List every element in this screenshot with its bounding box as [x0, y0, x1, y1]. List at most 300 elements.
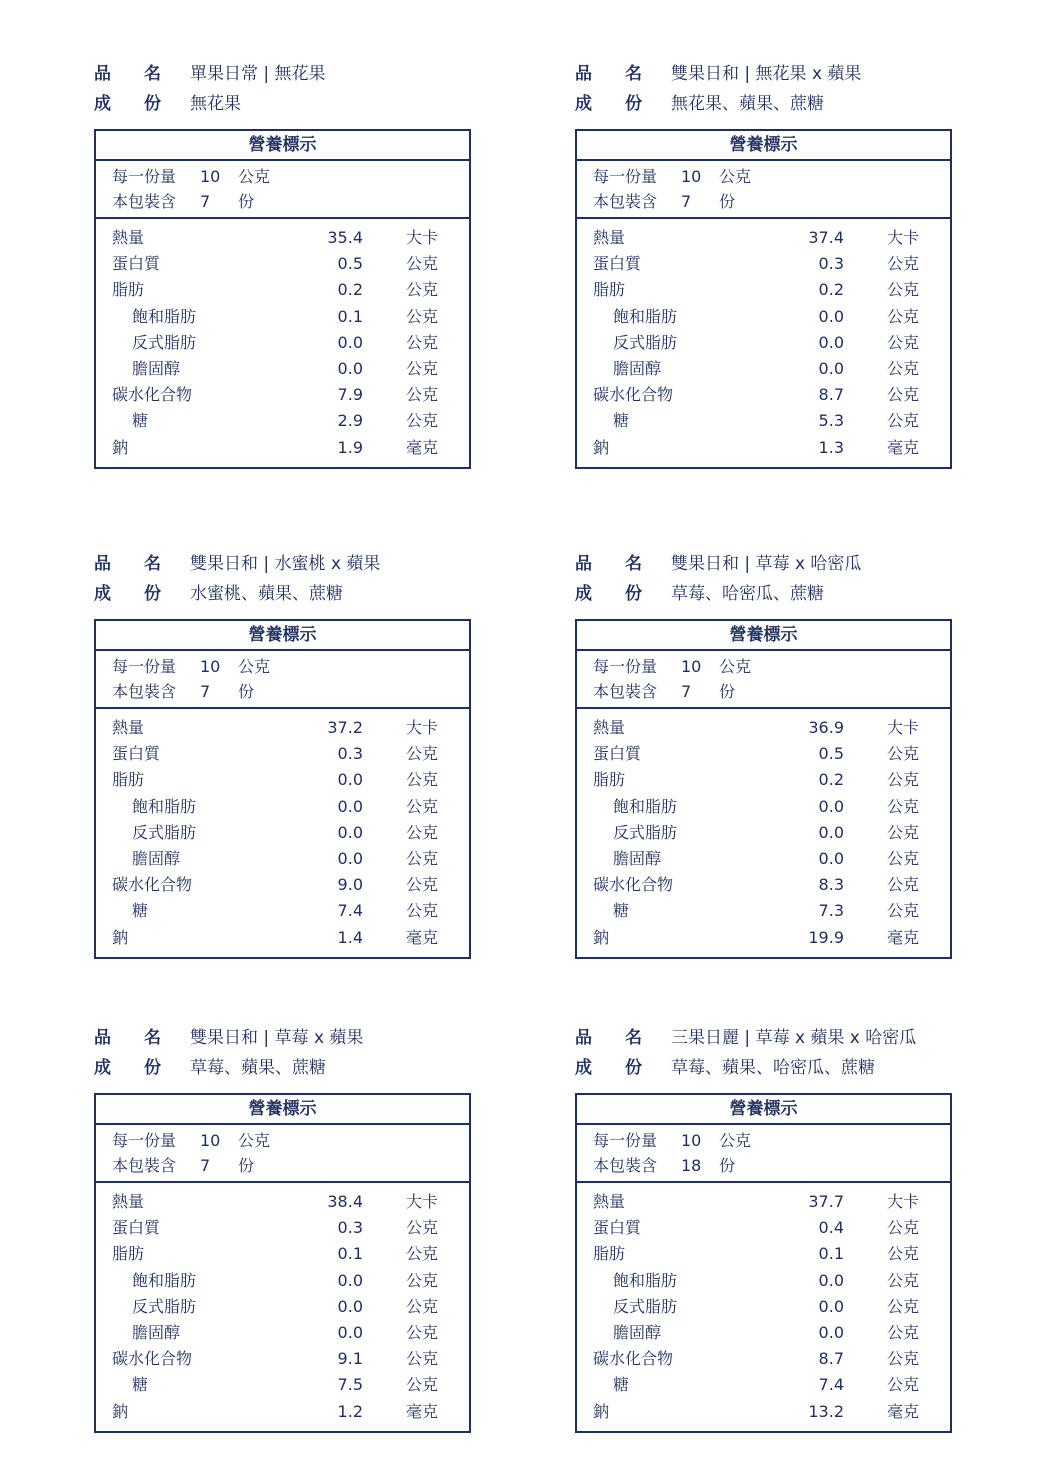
nutrient-value: 8.7 — [818, 1349, 844, 1369]
servings-per-pack-value: 7 — [200, 682, 211, 701]
nutrient-row — [96, 435, 469, 461]
name-key-1: 品 — [575, 64, 592, 84]
nutrient-name: 糖 — [132, 411, 149, 431]
product-meta — [94, 62, 494, 132]
nutrient-row — [96, 1215, 469, 1241]
nutrient-value: 0.0 — [818, 848, 844, 868]
name-key-2: 名 — [144, 554, 161, 574]
serving-size-label: 每一份量 — [593, 657, 658, 676]
servings-per-pack-row — [112, 190, 254, 214]
ingredients-value: 無花果、蘋果、蔗糖 — [671, 94, 824, 114]
nutrient-unit: 公克 — [406, 358, 439, 378]
ingredients-key-2: 份 — [625, 1058, 642, 1078]
name-key-1: 品 — [94, 554, 111, 574]
nutrient-unit: 公克 — [887, 1322, 920, 1342]
name-key-2: 名 — [144, 1028, 161, 1048]
nutrient-unit: 公克 — [887, 848, 920, 868]
nutrient-row — [577, 820, 950, 846]
nutrient-value: 0.1 — [337, 306, 363, 326]
nutrient-unit: 公克 — [406, 1270, 439, 1290]
nutrient-value: 38.4 — [327, 1192, 363, 1211]
nutrient-name: 反式脂肪 — [132, 332, 197, 352]
serving-size-unit: 公克 — [238, 657, 271, 676]
serving-size-value: 10 — [200, 1131, 221, 1150]
nutrient-unit: 公克 — [887, 1218, 920, 1238]
nutrient-name: 碳水化合物 — [112, 1349, 193, 1369]
nutrient-row — [96, 304, 469, 330]
nutrient-row — [577, 225, 950, 251]
nutrient-name: 熱量 — [112, 718, 145, 737]
servings-per-pack-value: 7 — [200, 1156, 211, 1175]
nutrient-row — [96, 1189, 469, 1215]
nutrient-row — [96, 898, 469, 924]
ingredients-key-1: 成 — [575, 1058, 592, 1078]
nutrient-value: 7.9 — [337, 385, 363, 405]
servings-per-pack-label: 本包裝含 — [112, 682, 177, 701]
nutrient-row — [577, 277, 950, 303]
nutrient-row — [577, 330, 950, 356]
nutrient-name: 碳水化合物 — [593, 875, 674, 895]
serving-info — [577, 161, 950, 219]
ingredients-key-2: 份 — [625, 94, 642, 114]
nutrient-unit: 公克 — [887, 796, 920, 816]
nutrient-value: 0.1 — [818, 1244, 844, 1264]
nutrient-name: 熱量 — [112, 1192, 145, 1211]
nutrient-row — [577, 872, 950, 898]
nutrient-name: 飽和脂肪 — [613, 796, 678, 816]
nutrient-value: 2.9 — [337, 411, 363, 431]
nutrient-unit: 公克 — [406, 796, 439, 816]
nutrient-value: 37.4 — [808, 228, 844, 247]
serving-size-value: 10 — [681, 657, 702, 676]
nutrient-row — [577, 925, 950, 951]
nutrient-name: 糖 — [613, 901, 630, 921]
nutrition-facts-box — [575, 619, 952, 959]
product-meta — [575, 552, 975, 622]
nutrient-value: 19.9 — [808, 927, 844, 947]
nutrient-name: 脂肪 — [112, 770, 145, 790]
servings-per-pack-row — [112, 1154, 254, 1178]
nutrient-row — [577, 408, 950, 434]
servings-per-pack-unit: 份 — [719, 1156, 736, 1175]
nutrient-unit: 公克 — [406, 1218, 439, 1238]
nutrient-unit: 公克 — [406, 901, 439, 921]
nutrient-unit: 毫克 — [887, 437, 920, 457]
ingredients-key-1: 成 — [94, 94, 111, 114]
nutrient-row — [96, 277, 469, 303]
nutrient-name: 膽固醇 — [132, 358, 181, 378]
nutrient-value: 8.7 — [818, 385, 844, 405]
nutrient-name: 反式脂肪 — [132, 1296, 197, 1316]
ingredients-key-2: 份 — [144, 584, 161, 604]
nutrition-facts-box — [94, 619, 471, 959]
product-meta — [94, 1026, 494, 1096]
nutrient-name: 蛋白質 — [593, 744, 642, 764]
nutrient-row — [96, 820, 469, 846]
nutrient-unit: 毫克 — [406, 437, 439, 457]
nutrient-value: 0.0 — [337, 1322, 363, 1342]
nutrient-value: 7.3 — [818, 901, 844, 921]
nutrient-value: 0.0 — [337, 796, 363, 816]
nutrient-value: 0.1 — [337, 1244, 363, 1264]
name-key-2: 名 — [625, 1028, 642, 1048]
nutrient-row — [577, 1241, 950, 1267]
product-name: 雙果日和 | 草莓 x 蘋果 — [190, 1028, 364, 1048]
nutrient-row — [577, 846, 950, 872]
nutrient-name: 膽固醇 — [613, 358, 662, 378]
nutrition-facts-box — [94, 129, 471, 469]
nutrient-row — [96, 794, 469, 820]
nutrient-name: 鈉 — [112, 437, 129, 457]
nutrient-row — [96, 356, 469, 382]
product-name: 三果日麗 | 草莓 x 蘋果 x 哈密瓜 — [671, 1028, 917, 1048]
serving-size-label: 每一份量 — [112, 167, 177, 186]
name-key-1: 品 — [94, 64, 111, 84]
nutrient-unit: 公克 — [406, 332, 439, 352]
nutrient-table — [96, 709, 469, 957]
servings-per-pack-row — [593, 680, 735, 704]
ingredients-value: 無花果 — [190, 94, 241, 114]
serving-size-unit: 公克 — [719, 1131, 752, 1150]
nutrient-value: 0.0 — [337, 358, 363, 378]
nutrient-row — [96, 741, 469, 767]
nutrition-facts-box — [94, 1093, 471, 1433]
nutrient-name: 蛋白質 — [112, 1218, 161, 1238]
nutrition-facts-box — [575, 129, 952, 469]
nutrient-row — [577, 1294, 950, 1320]
nutrient-unit: 公克 — [406, 770, 439, 790]
nutrient-unit: 公克 — [406, 306, 439, 326]
nutrient-value: 0.0 — [337, 332, 363, 352]
nutrient-row — [577, 1346, 950, 1372]
nutrient-value: 0.3 — [337, 1218, 363, 1238]
nutrient-name: 碳水化合物 — [112, 385, 193, 405]
nutrient-unit: 公克 — [406, 848, 439, 868]
nutrient-unit: 毫克 — [406, 927, 439, 947]
nutrient-unit: 大卡 — [406, 1192, 439, 1211]
nutrition-facts-title: 營養標示 — [577, 131, 950, 161]
product-meta — [575, 1026, 975, 1096]
serving-size-unit: 公克 — [719, 657, 752, 676]
serving-size-value: 10 — [200, 657, 221, 676]
serving-size-row — [112, 655, 270, 679]
nutrient-row — [96, 1320, 469, 1346]
nutrient-value: 36.9 — [808, 718, 844, 737]
ingredients-key-1: 成 — [575, 94, 592, 114]
nutrient-name: 熱量 — [593, 718, 626, 737]
nutrient-table — [577, 709, 950, 957]
nutrient-name: 飽和脂肪 — [132, 306, 197, 326]
nutrient-name: 飽和脂肪 — [613, 1270, 678, 1290]
nutrient-unit: 公克 — [406, 1296, 439, 1316]
nutrient-value: 0.0 — [337, 822, 363, 842]
nutrition-facts-title: 營養標示 — [96, 1095, 469, 1125]
nutrient-value: 0.0 — [818, 796, 844, 816]
nutrient-value: 0.2 — [818, 770, 844, 790]
name-key-1: 品 — [94, 1028, 111, 1048]
nutrient-unit: 公克 — [887, 875, 920, 895]
nutrient-name: 熱量 — [593, 1192, 626, 1211]
nutrient-row — [96, 925, 469, 951]
nutrient-row — [96, 846, 469, 872]
nutrient-unit: 公克 — [887, 358, 920, 378]
nutrient-unit: 公克 — [887, 306, 920, 326]
nutrient-name: 膽固醇 — [613, 848, 662, 868]
nutrient-unit: 毫克 — [406, 1401, 439, 1421]
nutrient-unit: 大卡 — [406, 718, 439, 737]
nutrient-row — [577, 304, 950, 330]
nutrient-row — [577, 1215, 950, 1241]
product-meta — [575, 62, 975, 132]
nutrient-name: 蛋白質 — [593, 254, 642, 274]
nutrient-value: 0.0 — [337, 770, 363, 790]
ingredients-value: 水蜜桃、蘋果、蔗糖 — [190, 584, 343, 604]
nutrient-row — [577, 1268, 950, 1294]
nutrient-value: 0.0 — [818, 358, 844, 378]
nutrient-row — [577, 741, 950, 767]
nutrient-row — [96, 1399, 469, 1425]
nutrient-name: 熱量 — [593, 228, 626, 247]
nutrient-unit: 公克 — [406, 875, 439, 895]
name-key-2: 名 — [144, 64, 161, 84]
serving-size-row — [112, 1129, 270, 1153]
nutrient-name: 鈉 — [112, 927, 129, 947]
servings-per-pack-label: 本包裝含 — [112, 1156, 177, 1175]
nutrient-value: 1.3 — [818, 437, 844, 457]
nutrient-unit: 大卡 — [887, 718, 920, 737]
nutrient-value: 0.0 — [337, 848, 363, 868]
nutrient-value: 0.5 — [337, 254, 363, 274]
nutrient-unit: 公克 — [406, 385, 439, 405]
nutrient-value: 7.4 — [337, 901, 363, 921]
product-meta — [94, 552, 494, 622]
serving-size-label: 每一份量 — [593, 167, 658, 186]
serving-size-row — [593, 1129, 751, 1153]
nutrient-row — [96, 715, 469, 741]
nutrient-unit: 公克 — [887, 822, 920, 842]
nutrient-name: 膽固醇 — [613, 1322, 662, 1342]
nutrient-value: 0.0 — [337, 1270, 363, 1290]
ingredients-key-1: 成 — [575, 584, 592, 604]
product-name: 雙果日和 | 草莓 x 哈密瓜 — [671, 554, 862, 574]
name-key-1: 品 — [575, 554, 592, 574]
serving-size-value: 10 — [200, 167, 221, 186]
nutrient-value: 37.7 — [808, 1192, 844, 1211]
nutrient-unit: 公克 — [887, 901, 920, 921]
nutrient-unit: 公克 — [406, 411, 439, 431]
nutrient-value: 1.2 — [337, 1401, 363, 1421]
serving-size-unit: 公克 — [238, 167, 271, 186]
ingredients-key-2: 份 — [144, 1058, 161, 1078]
serving-info — [577, 1125, 950, 1183]
product-name: 單果日常 | 無花果 — [190, 64, 326, 84]
nutrient-value: 0.3 — [337, 744, 363, 764]
nutrient-name: 碳水化合物 — [593, 385, 674, 405]
nutrient-value: 7.4 — [818, 1375, 844, 1395]
nutrient-unit: 公克 — [406, 1349, 439, 1369]
nutrient-value: 1.9 — [337, 437, 363, 457]
nutrient-unit: 公克 — [406, 1375, 439, 1395]
nutrient-row — [577, 382, 950, 408]
name-key-1: 品 — [575, 1028, 592, 1048]
nutrient-value: 13.2 — [808, 1401, 844, 1421]
nutrient-name: 碳水化合物 — [112, 875, 193, 895]
nutrient-name: 鈉 — [593, 437, 610, 457]
nutrient-unit: 公克 — [887, 1296, 920, 1316]
nutrient-name: 膽固醇 — [132, 848, 181, 868]
servings-per-pack-label: 本包裝含 — [593, 192, 658, 211]
servings-per-pack-row — [112, 680, 254, 704]
nutrient-unit: 公克 — [887, 770, 920, 790]
nutrient-value: 0.0 — [337, 1296, 363, 1316]
nutrition-facts-title: 營養標示 — [577, 1095, 950, 1125]
nutrient-unit: 公克 — [406, 280, 439, 300]
nutrient-name: 反式脂肪 — [613, 332, 678, 352]
nutrient-table — [577, 219, 950, 467]
servings-per-pack-unit: 份 — [719, 682, 736, 701]
nutrient-unit: 公克 — [887, 1349, 920, 1369]
nutrient-row — [96, 408, 469, 434]
nutrient-row — [577, 356, 950, 382]
nutrient-name: 鈉 — [593, 1401, 610, 1421]
nutrient-value: 0.0 — [818, 1322, 844, 1342]
nutrient-name: 飽和脂肪 — [132, 796, 197, 816]
nutrient-name: 蛋白質 — [112, 254, 161, 274]
nutrient-row — [96, 1372, 469, 1398]
nutrient-value: 0.4 — [818, 1218, 844, 1238]
servings-per-pack-unit: 份 — [238, 682, 255, 701]
nutrient-name: 脂肪 — [112, 280, 145, 300]
ingredients-key-1: 成 — [94, 1058, 111, 1078]
serving-size-row — [593, 165, 751, 189]
nutrient-value: 0.0 — [818, 1270, 844, 1290]
nutrient-name: 鈉 — [112, 1401, 129, 1421]
nutrient-name: 脂肪 — [112, 1244, 145, 1264]
nutrient-unit: 毫克 — [887, 1401, 920, 1421]
nutrient-name: 熱量 — [112, 228, 145, 247]
serving-size-unit: 公克 — [719, 167, 752, 186]
nutrient-name: 脂肪 — [593, 1244, 626, 1264]
nutrient-name: 糖 — [132, 901, 149, 921]
nutrient-name: 反式脂肪 — [613, 822, 678, 842]
servings-per-pack-value: 7 — [681, 192, 692, 211]
ingredients-value: 草莓、蘋果、哈密瓜、蔗糖 — [671, 1058, 875, 1078]
nutrient-row — [577, 794, 950, 820]
nutrient-row — [577, 1372, 950, 1398]
nutrient-unit: 公克 — [406, 1244, 439, 1264]
nutrient-row — [577, 435, 950, 461]
serving-size-row — [112, 165, 270, 189]
nutrient-unit: 公克 — [406, 254, 439, 274]
nutrient-value: 1.4 — [337, 927, 363, 947]
nutrient-row — [577, 251, 950, 277]
product-name: 雙果日和 | 水蜜桃 x 蘋果 — [190, 554, 381, 574]
nutrient-row — [96, 330, 469, 356]
nutrient-unit: 公克 — [887, 411, 920, 431]
serving-size-label: 每一份量 — [112, 657, 177, 676]
nutrient-name: 脂肪 — [593, 770, 626, 790]
ingredients-value: 草莓、哈密瓜、蔗糖 — [671, 584, 824, 604]
serving-size-value: 10 — [681, 1131, 702, 1150]
nutrient-name: 反式脂肪 — [613, 1296, 678, 1316]
serving-size-unit: 公克 — [238, 1131, 271, 1150]
nutrient-unit: 公克 — [887, 1244, 920, 1264]
servings-per-pack-value: 7 — [681, 682, 692, 701]
nutrition-facts-title: 營養標示 — [96, 131, 469, 161]
nutrient-name: 反式脂肪 — [132, 822, 197, 842]
serving-size-row — [593, 655, 751, 679]
nutrient-value: 0.5 — [818, 744, 844, 764]
nutrient-row — [577, 715, 950, 741]
nutrient-value: 8.3 — [818, 875, 844, 895]
nutrient-value: 0.0 — [818, 822, 844, 842]
nutrient-unit: 公克 — [406, 744, 439, 764]
nutrient-row — [96, 1294, 469, 1320]
nutrient-table — [96, 1183, 469, 1431]
ingredients-key-1: 成 — [94, 584, 111, 604]
nutrient-value: 0.0 — [818, 1296, 844, 1316]
nutrient-row — [577, 1189, 950, 1215]
nutrient-value: 7.5 — [337, 1375, 363, 1395]
nutrient-unit: 大卡 — [887, 1192, 920, 1211]
servings-per-pack-unit: 份 — [238, 1156, 255, 1175]
nutrient-value: 0.2 — [818, 280, 844, 300]
nutrient-value: 0.3 — [818, 254, 844, 274]
serving-size-value: 10 — [681, 167, 702, 186]
nutrient-row — [96, 382, 469, 408]
nutrient-name: 膽固醇 — [132, 1322, 181, 1342]
serving-info — [96, 1125, 469, 1183]
nutrient-name: 糖 — [613, 1375, 630, 1395]
nutrient-unit: 毫克 — [887, 927, 920, 947]
nutrient-unit: 公克 — [406, 1322, 439, 1342]
nutrient-value: 0.0 — [818, 332, 844, 352]
serving-size-label: 每一份量 — [112, 1131, 177, 1150]
nutrient-unit: 大卡 — [887, 228, 920, 247]
nutrient-name: 飽和脂肪 — [613, 306, 678, 326]
nutrient-unit: 公克 — [887, 280, 920, 300]
nutrient-value: 0.2 — [337, 280, 363, 300]
nutrient-row — [577, 1399, 950, 1425]
nutrient-row — [96, 251, 469, 277]
nutrient-value: 9.1 — [337, 1349, 363, 1369]
nutrient-row — [96, 225, 469, 251]
nutrition-facts-title: 營養標示 — [577, 621, 950, 651]
ingredients-key-2: 份 — [144, 94, 161, 114]
nutrient-row — [96, 1268, 469, 1294]
servings-per-pack-value: 18 — [681, 1156, 702, 1175]
servings-per-pack-value: 7 — [200, 192, 211, 211]
nutrient-row — [96, 1241, 469, 1267]
nutrient-value: 35.4 — [327, 228, 363, 247]
nutrient-row — [577, 1320, 950, 1346]
servings-per-pack-label: 本包裝含 — [593, 1156, 658, 1175]
nutrient-unit: 公克 — [887, 332, 920, 352]
nutrient-row — [577, 767, 950, 793]
nutrient-value: 0.0 — [818, 306, 844, 326]
servings-per-pack-unit: 份 — [719, 192, 736, 211]
servings-per-pack-row — [593, 1154, 735, 1178]
servings-per-pack-unit: 份 — [238, 192, 255, 211]
nutrient-unit: 公克 — [887, 744, 920, 764]
nutrient-row — [96, 872, 469, 898]
ingredients-value: 草莓、蘋果、蔗糖 — [190, 1058, 326, 1078]
name-key-2: 名 — [625, 64, 642, 84]
nutrient-unit: 公克 — [406, 822, 439, 842]
nutrient-unit: 公克 — [887, 254, 920, 274]
nutrient-table — [577, 1183, 950, 1431]
nutrient-name: 鈉 — [593, 927, 610, 947]
